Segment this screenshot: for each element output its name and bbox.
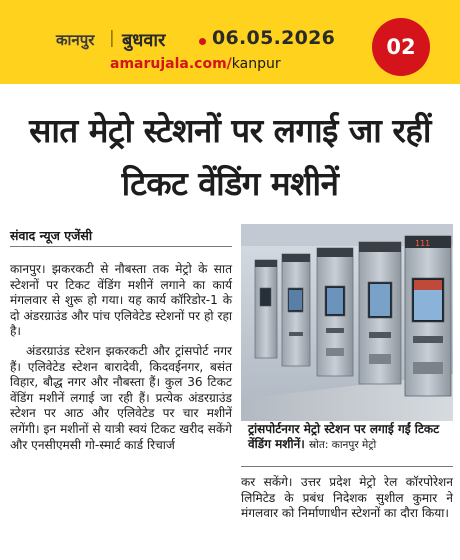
article-body-left [10,262,232,453]
article-body-right: कर सकेंगे। उत्तर प्रदेश मेट्रो रेल कॉरपोरेशन लिमिटेड के प्रबंध निदेशक सुशील कुमार ने मंगलवार को निर्माणाधीन स्टेशनों का दौरा किया। [241,475,453,521]
site-url [110,56,281,72]
paragraph-stations: अंडरग्राउंड स्टेशन झकरकटी और ट्रांसपोर्ट नगर हैं। एलिवेटेड स्टेशन बारादेवी, किदवईनगर, बसंत विहार, बौद्ध नगर और नौबस्ता हैं। कुल 36 टिकट वेंडिंग मशीनें लगाई जा रही हैं। प्रत्येक अंडरग्राउंड स्टेशन पर आठ और एलिवेटेड पर चार मशीनें लगेंगी। इन मशीनों से यात्री स्वयं टिकट खरीद सकेंगे और एनसीएमसी गो-स्मार्ट कार्ड रिचार्ज [10,343,232,452]
site-domain: amarujala.com/ [110,56,232,72]
ticket-machines-photo [241,224,453,421]
edition-city: कानपुर [56,31,95,49]
machine-display-text: 111 [415,239,431,248]
byline-divider [10,246,232,247]
byline: संवाद न्यूज एजेंसी [10,228,93,243]
caption-divider [241,466,453,467]
photo-credit: स्रोत: कानपुर मेट्रो [308,439,377,451]
news-photo [241,224,453,421]
page-number-badge: 02 [372,18,430,76]
dot-icon [199,38,206,45]
caption-text: ट्रांसपोर्टनगर मेट्रो स्टेशन पर लगाई गईं टिकट वेंडिंग मशीनें। [248,422,440,451]
photo-caption [248,422,448,453]
separator: | [109,28,115,48]
site-section: kanpur [231,56,281,72]
headline: सात मेट्रो स्टेशनों पर लगाई जा रहीं टिकट वेंडिंग मशीनें [29,111,431,203]
edition-day: बुधवार [122,30,166,51]
masthead-band [0,0,460,84]
paragraph-intro: कानपुर। झकरकटी से नौबस्ता तक मेट्रो के सात स्टेशनों पर टिकट वेंडिंग मशीनें लगाने का कार्य मंगलवार से शुरू हो गया। यह कार्य कॉरिडोर-1 के दो अंडरग्राउंड और पांच एलिवेटेड स्टेशनों पर हो रहा है। [10,262,232,339]
edition-date: 06.05.2026 [212,27,336,49]
